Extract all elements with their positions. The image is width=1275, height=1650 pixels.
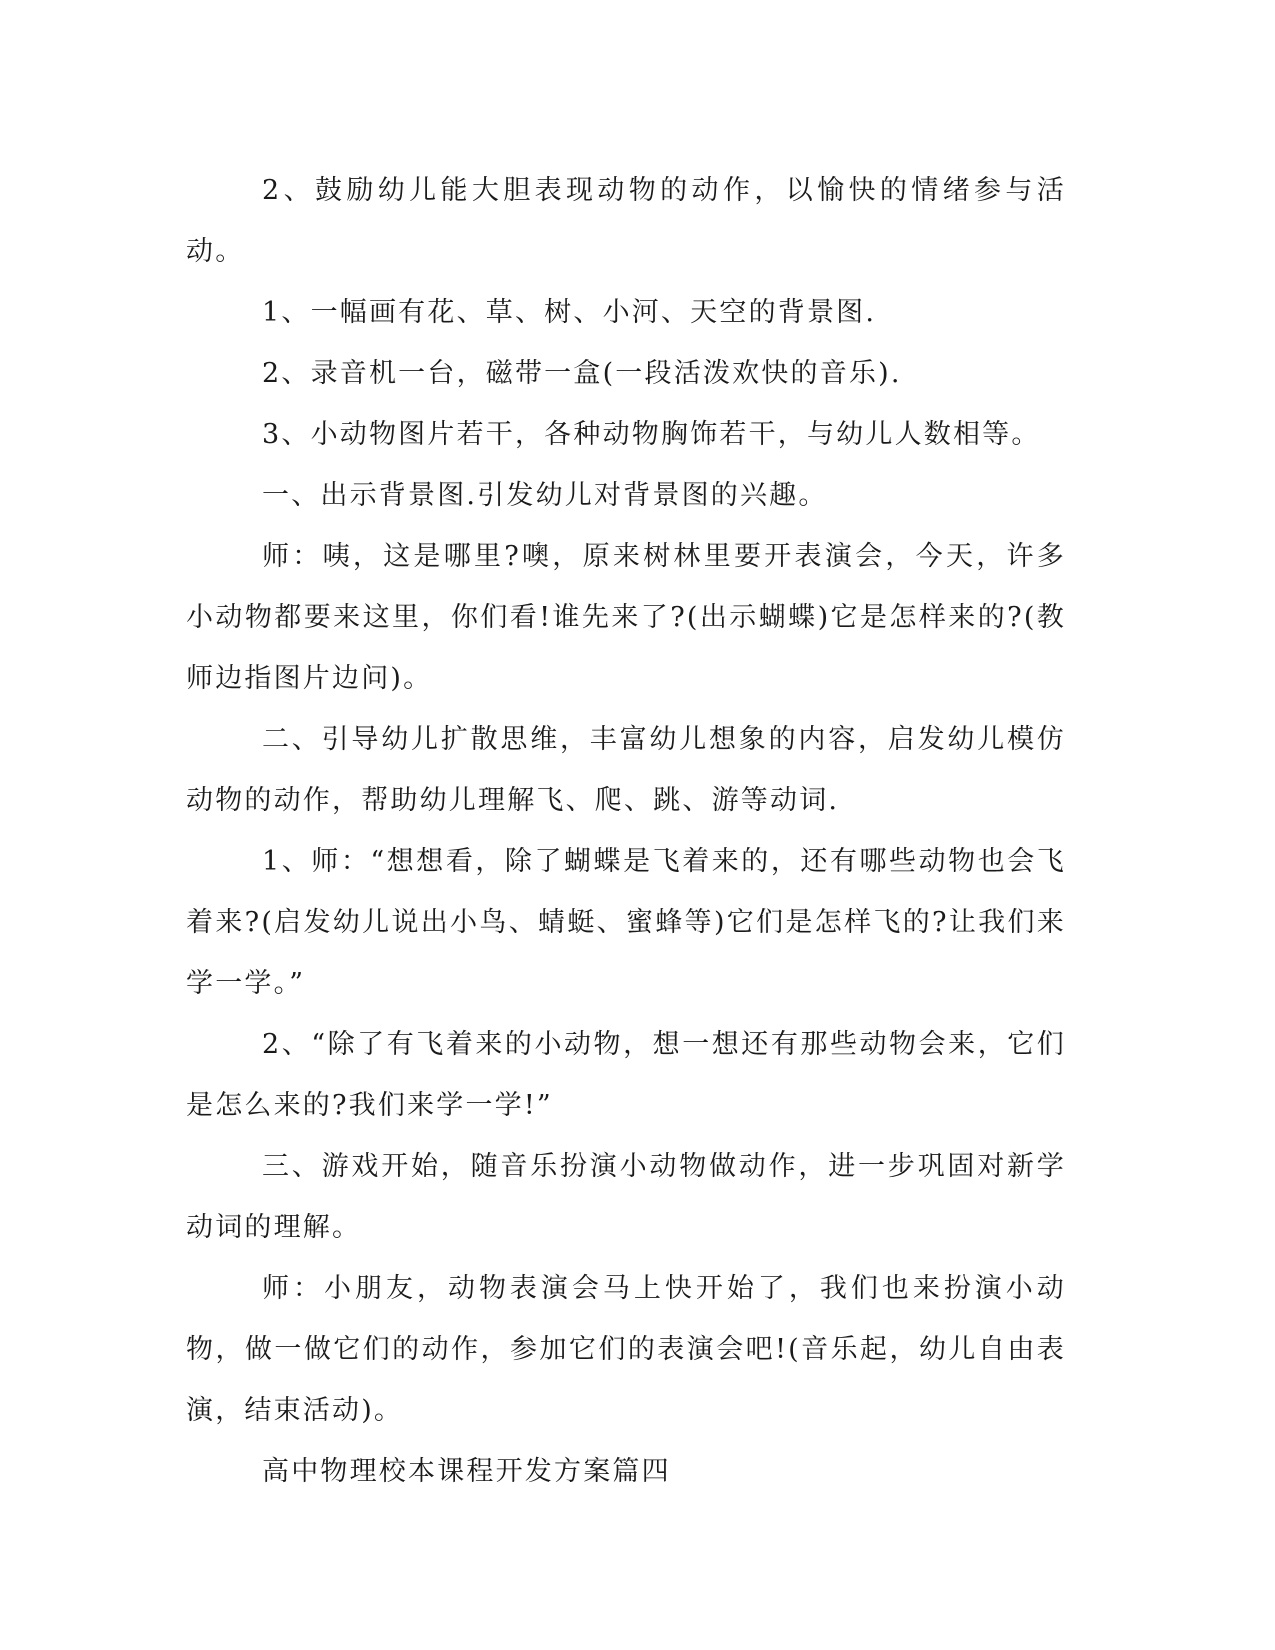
paragraph-material-1: 1、一幅画有花、草、树、小河、天空的背景图. — [262, 297, 877, 328]
paragraph-step-3: 三、游戏开始，随音乐扮演小动物做动作，进一步巩固对新学动词的理解。 — [186, 1151, 1066, 1243]
document-body — [186, 160, 1066, 1502]
paragraph-step-1: 一、出示背景图.引发幼儿对背景图的兴趣。 — [262, 480, 828, 511]
section-heading: 高中物理校本课程开发方案篇四 — [262, 1456, 671, 1487]
paragraph-flying-animals: 1、师：“想想看，除了蝴蝶是飞着来的，还有哪些动物也会飞着来?(启发幼儿说出小鸟、蜻蜓、蜜蜂等)它们是怎样飞的?让我们来学一学。” — [186, 846, 1066, 999]
paragraph-material-2: 2、录音机一台，磁带一盒(一段活泼欢快的音乐). — [262, 358, 902, 389]
paragraph-step-2: 二、引导幼儿扩散思维，丰富幼儿想象的内容，启发幼儿模仿动物的动作，帮助幼儿理解飞、爬、跳、游等动词. — [186, 724, 1066, 816]
paragraph-teacher-intro: 师：咦，这是哪里?噢，原来树林里要开表演会，今天，许多小动物都要来这里，你们看!谁先来了?(出示蝴蝶)它是怎样来的?(教师边指图片边问)。 — [186, 541, 1066, 694]
paragraph-material-3: 3、小动物图片若干，各种动物胸饰若干，与幼儿人数相等。 — [262, 419, 1041, 450]
paragraph-teacher-closing: 师：小朋友，动物表演会马上快开始了，我们也来扮演小动物，做一做它们的动作，参加它们的表演会吧!(音乐起，幼儿自由表演，结束活动)。 — [186, 1273, 1066, 1426]
paragraph-goal-2: 2、鼓励幼儿能大胆表现动物的动作，以愉快的情绪参与活动。 — [186, 175, 1066, 267]
paragraph-other-animals: 2、“除了有飞着来的小动物，想一想还有那些动物会来，它们是怎么来的?我们来学一学!” — [186, 1029, 1066, 1121]
